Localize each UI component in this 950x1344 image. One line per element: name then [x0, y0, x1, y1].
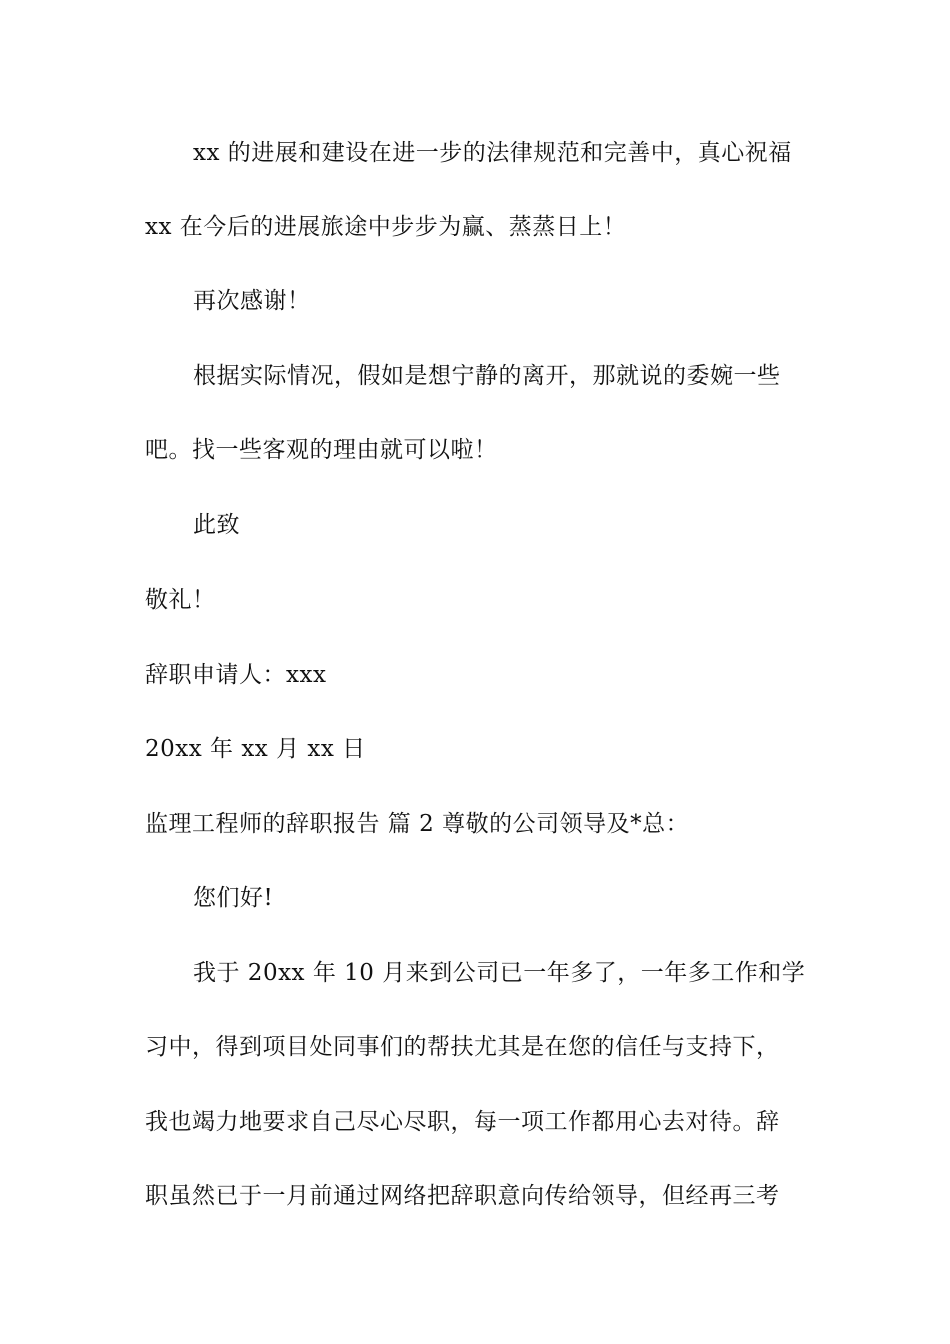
salutation-line: 敬礼！ — [145, 587, 216, 613]
greeting-line: 您们好! — [193, 885, 274, 911]
salutation-line: 此致 — [193, 512, 240, 538]
paragraph-line: 吧。找一些客观的理由就可以啦！ — [145, 437, 498, 463]
paragraph-line: xx 在今后的进展旅途中步步为赢、蒸蒸日上！ — [145, 214, 627, 240]
paragraph-line: 我也竭力地要求自己尽心尽职，每一项工作都用心去对待。辞 — [145, 1109, 780, 1135]
paragraph-line: 再次感谢！ — [193, 288, 311, 314]
paragraph-line: 根据实际情况，假如是想宁静的离开，那就说的委婉一些 — [193, 363, 781, 389]
section-heading: 监理工程师的辞职报告 篇 2 尊敬的公司领导及*总： — [145, 811, 690, 837]
paragraph-line: xx 的进展和建设在进一步的法律规范和完善中，真心祝福 — [193, 140, 792, 166]
paragraph-line: 我于 20xx 年 10 月来到公司已一年多了，一年多工作和学 — [193, 960, 806, 986]
date-line: 20xx 年 xx 月 xx 日 — [145, 736, 366, 762]
signature-line: 辞职申请人：xxx — [145, 662, 327, 688]
paragraph-line: 习中，得到项目处同事们的帮扶尤其是在您的信任与支持下， — [145, 1034, 780, 1060]
paragraph-line: 职虽然已于一月前通过网络把辞职意向传给领导，但经再三考 — [145, 1183, 780, 1209]
